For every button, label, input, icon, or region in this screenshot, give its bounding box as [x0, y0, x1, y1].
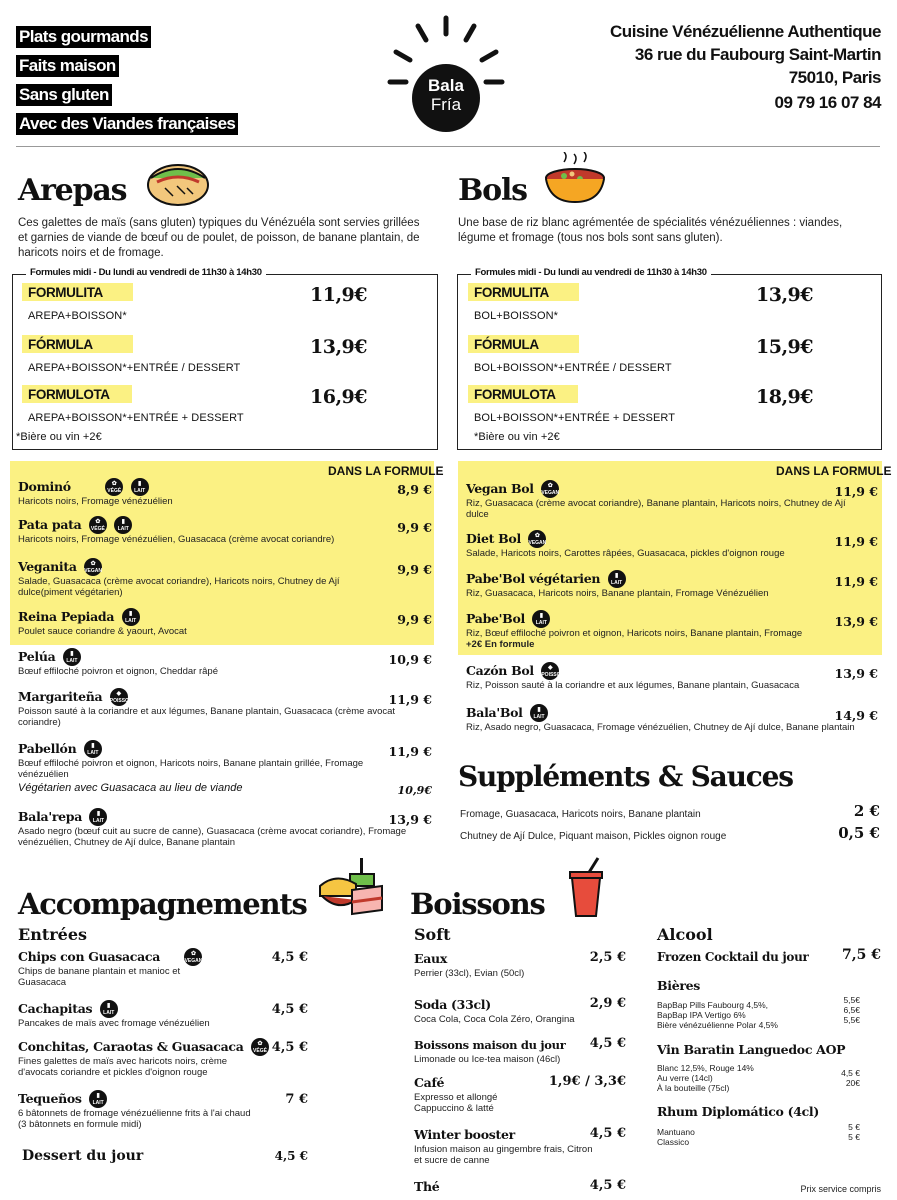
item-name: Pabe'Bol: [466, 611, 525, 627]
item-description: Coca Cola, Coca Cola Zéro, Orangina: [414, 1014, 575, 1025]
biere-name: BapBap IPA Vertigo 6%: [657, 1010, 746, 1020]
vege-icon: ✿ VÉGÉ: [105, 478, 123, 496]
arepas-title: Arepas: [18, 173, 127, 208]
bol-item-pabebol-vegetarien[interactable]: [466, 570, 878, 599]
item-price: 11,9 €: [834, 534, 878, 549]
item-name: Dominó: [18, 479, 71, 495]
item-name: Pabe'Bol végétarien: [466, 571, 601, 587]
bowl-icon: [542, 152, 608, 208]
item-price: 10,9 €: [388, 652, 432, 667]
vin-name: Blanc 12,5%, Rouge 14%: [657, 1063, 754, 1073]
rhum-list: [657, 1122, 860, 1147]
item-name: Cazón Bol: [466, 663, 534, 679]
item-name: Dessert du jour: [22, 1148, 144, 1164]
lait-icon: ▮ LAIT: [530, 704, 548, 722]
arepas-formulas-legend: Formules midi - Du lundi au vendredi de 11h30 à 14h30: [26, 267, 266, 278]
vegan-icon: ✿ VEGAN: [528, 530, 546, 548]
arepa-item-pabellon[interactable]: [18, 740, 432, 797]
address-street: 36 rue du Faubourg Saint-Martin: [634, 45, 881, 64]
item-price: 13,9 €: [834, 666, 878, 681]
item-price: 1,9€ / 3,3€: [548, 1074, 626, 1089]
item-price: 7,5 €: [842, 947, 881, 963]
soft-subtitle: Soft: [414, 925, 451, 944]
item-name: Eaux: [414, 951, 447, 966]
logo: [384, 12, 508, 136]
formula-contents: BOL+BOISSON*+ENTRÉE / DESSERT: [474, 362, 672, 374]
formula-name: FORMULITA: [468, 283, 579, 301]
lait-icon: ▮ LAIT: [532, 610, 550, 628]
supplement-price: 2 €: [853, 802, 880, 820]
arepas-description: Ces galettes de maïs (sans gluten) typiques du Vénézuéla sont servies grillées et garnies de viande de bœuf ou de poulet, de poisson, de banane plantain, de haricots noirs et de fromage.: [18, 217, 420, 259]
formula-name: FÓRMULA: [468, 335, 579, 353]
item-price: 11,9 €: [834, 574, 878, 589]
item-description: Bœuf effiloché poivron et oignon, Haricots noirs, Banane plantain grillée, Fromage vénézuélien: [18, 758, 364, 781]
vegan-icon: ✿ VEGAN: [184, 948, 202, 966]
item-description: Limonade ou Ice-tea maison (46cl): [414, 1054, 561, 1065]
drink-frozen-cocktail[interactable]: [657, 948, 881, 966]
formula-name: FORMULOTA: [22, 385, 132, 403]
item-name: Winter booster: [414, 1127, 515, 1142]
item-price: 9,9 €: [397, 612, 432, 627]
formula-price: 11,9€: [310, 284, 367, 306]
item-description: Haricots noirs, Fromage vénézuélien: [18, 496, 173, 508]
tag-plats-gourmands: Plats gourmands: [16, 26, 151, 48]
item-price: 4,5 €: [271, 1002, 308, 1017]
item-price: 7 €: [285, 1092, 308, 1107]
item-price: 11,9 €: [834, 484, 878, 499]
biere-row: [657, 1015, 860, 1030]
service-note: Prix service compris: [800, 1184, 881, 1194]
item-name: Margariteña: [18, 689, 103, 705]
bieres-list: [657, 995, 860, 1030]
item-formula-surcharge: +2€ En formule: [466, 639, 535, 651]
item-name: Veganita: [18, 559, 77, 575]
bol-item-pabebol[interactable]: [466, 610, 878, 650]
supplement-desc: Chutney de Ají Dulce, Piquant maison, Pickles oignon rouge: [460, 831, 727, 842]
snack-icon: [316, 856, 386, 918]
item-price: 4,5 €: [271, 1040, 308, 1055]
vegan-icon: ✿ VEGAN: [84, 558, 102, 576]
contact-block: [561, 20, 881, 114]
rhum-price: 5 €: [848, 1132, 860, 1142]
item-price: 2,5 €: [589, 950, 626, 965]
supplement-row-1: [460, 804, 880, 822]
item-price: 13,9 €: [388, 812, 432, 827]
cup-icon: [566, 856, 606, 918]
item-name: Soda (33cl): [414, 997, 491, 1012]
item-description: Infusion maison au gingembre frais, Citron et sucre de canne: [414, 1144, 593, 1166]
formula-name: FORMULITA: [22, 283, 133, 301]
phone[interactable]: 09 79 16 07 84: [774, 93, 881, 112]
item-name: Pabellón: [18, 741, 77, 757]
item-name: Cachapitas: [18, 1001, 93, 1017]
drink-cafe[interactable]: [414, 1074, 626, 1114]
rhum-row: [657, 1132, 860, 1147]
arepa-item-balarepa[interactable]: [18, 808, 432, 848]
item-description: Riz, Guasacaca, Haricots noirs, Banane plantain, Fromage Vénézuélien: [466, 588, 769, 600]
supplements-title: Suppléments & Sauces: [458, 760, 793, 793]
item-description: Riz, Poisson sauté à la coriandre et aux légumes, Banane plantain, Guasacaca: [466, 680, 800, 692]
lait-icon: ▮ LAIT: [608, 570, 626, 588]
arepas-formula-note: *Bière ou vin +2€: [16, 431, 102, 443]
formula-contents: BOL+BOISSON*+ENTRÉE + DESSERT: [474, 412, 676, 424]
bol-item-diet-bol[interactable]: [466, 530, 878, 559]
bols-formulas-legend: Formules midi - Du lundi au vendredi de 11h30 à 14h30: [471, 267, 711, 278]
item-description: Poulet sauce coriandre & yaourt, Avocat: [18, 626, 187, 638]
item-name: Café: [414, 1075, 445, 1090]
arepa-item-reina-pepiada[interactable]: [18, 608, 432, 637]
item-price: 4,5 €: [589, 1036, 626, 1051]
lait-icon: ▮ LAIT: [89, 808, 107, 826]
poisson-icon: ◆ POISSON: [541, 662, 559, 680]
biere-name: BapBap Pills Faubourg 4,5%,: [657, 1000, 769, 1010]
arepa-item-pata-pata[interactable]: [18, 516, 432, 545]
item-price: 11,9 €: [388, 744, 432, 759]
item-name: Tequeños: [18, 1091, 82, 1107]
bols-formula-1: [468, 284, 878, 322]
vegetarian-alternative: Végétarien avec Guasacaca au lieu de viande: [18, 782, 243, 795]
item-name: Chips con Guasacaca: [18, 949, 161, 965]
bols-formula-3: [468, 386, 878, 424]
item-name: Diet Bol: [466, 531, 521, 547]
bols-in-formula-label: DANS LA FORMULE: [776, 464, 892, 478]
arepa-item-pelua[interactable]: [18, 648, 432, 677]
arepas-formula-1: [22, 284, 432, 322]
tag-faits-maison: Faits maison: [16, 55, 119, 77]
formula-price: 15,9€: [756, 336, 813, 358]
bols-formula-note: *Bière ou vin +2€: [474, 431, 560, 443]
entrees-subtitle: Entrées: [18, 925, 88, 944]
biere-name: Bière vénézuélienne Polar 4,5%: [657, 1020, 778, 1030]
lait-icon: ▮ LAIT: [89, 1090, 107, 1108]
vegan-icon: ✿ VEGAN: [541, 480, 559, 498]
item-description: Riz, Bœuf effiloché poivron et oignon, Haricots noirs, Banane plantain, Fromage: [466, 628, 803, 640]
bol-item-bala-bol[interactable]: [466, 704, 878, 733]
rhum-subtitle: Rhum Diplomático (4cl): [657, 1104, 819, 1119]
arepa-item-margaritena[interactable]: [18, 688, 432, 728]
item-price: 2,9 €: [589, 996, 626, 1011]
vege-icon: ✿ VÉGÉ: [89, 516, 107, 534]
item-price: 14,9 €: [834, 708, 878, 723]
address-city: 75010, Paris: [788, 68, 881, 87]
sun-icon: [384, 12, 508, 136]
item-price: 4,5 €: [589, 1126, 626, 1141]
boissons-title: Boissons: [410, 887, 545, 921]
item-price: 9,9 €: [397, 562, 432, 577]
rhum-name: Mantuano: [657, 1127, 695, 1137]
formula-contents: AREPA+BOISSON*+ENTRÉE + DESSERT: [28, 412, 244, 424]
vegetarian-alternative-price: 10,9€: [397, 784, 432, 797]
item-name: Bala'repa: [18, 809, 83, 825]
arepas-in-formula-label: DANS LA FORMULE: [328, 464, 444, 478]
header-tags: [16, 26, 238, 135]
item-price: 8,9 €: [397, 482, 432, 497]
formula-contents: AREPA+BOISSON*+ENTRÉE / DESSERT: [28, 362, 241, 374]
supplement-row-2: [460, 826, 880, 844]
bols-description: Une base de riz blanc agrémentée de spécialités vénézuéliennes : viandes, légume et fromage (tous nos bols sont sans gluten).: [458, 217, 843, 244]
item-name: Vegan Bol: [466, 481, 534, 497]
accompagnements-title: Accompagnements: [18, 887, 307, 921]
item-description: 6 bâtonnets de fromage vénézuélienne frits à l'ai chaud (3 bâtonnets en formule midi): [18, 1108, 251, 1131]
logo-line-1: Bala: [428, 76, 464, 95]
lait-icon: ▮ LAIT: [122, 608, 140, 626]
bol-item-vegan-bol[interactable]: [466, 480, 878, 520]
tagline: Cuisine Vénézuélienne Authentique: [610, 22, 881, 41]
logo-line-2: Fría: [430, 95, 462, 114]
item-price: 4,5 €: [274, 1149, 308, 1163]
accompagnement-cachapitas[interactable]: [18, 1000, 308, 1029]
rhum-price: 5 €: [848, 1122, 860, 1132]
accompagnement-tequenos[interactable]: [18, 1090, 308, 1130]
item-name: Bala'Bol: [466, 705, 523, 721]
alcool-subtitle: Alcool: [657, 925, 713, 944]
drink-the[interactable]: [414, 1178, 626, 1196]
rhum-row: [657, 1122, 860, 1137]
vege-icon: ✿ VÉGÉ: [251, 1038, 269, 1056]
vin-subtitle: Vin Baratin Languedoc AOP: [657, 1042, 846, 1057]
item-name: Pata pata: [18, 517, 82, 533]
arepa-item-domino[interactable]: [18, 478, 432, 507]
item-description: Riz, Guasacaca (crème avocat coriandre), Banane plantain, Haricots noirs, Chutney de Ají dulce: [466, 498, 846, 521]
biere-price: 5,5€: [843, 1015, 860, 1025]
arepa-icon: [143, 158, 213, 208]
item-description: Expresso et allongé Cappuccino & latté: [414, 1092, 498, 1114]
item-name: Conchitas, Caraotas & Guasacaca: [18, 1039, 244, 1055]
formula-contents: BOL+BOISSON*: [474, 310, 559, 322]
vin-list: [657, 1058, 860, 1093]
vin-price: 20€: [845, 1078, 860, 1088]
item-description: Haricots noirs, Fromage vénézuélien, Guasacaca (crème avocat coriandre): [18, 534, 335, 546]
drink-soda[interactable]: [414, 996, 626, 1025]
bieres-subtitle: Bières: [657, 978, 701, 993]
lait-icon: ▮ LAIT: [114, 516, 132, 534]
vin-name: Au verre (14cl): [657, 1073, 713, 1083]
item-price: 13,9 €: [834, 614, 878, 629]
item-price: 11,9 €: [388, 692, 432, 707]
tag-viandes-francaises: Avec des Viandes françaises: [16, 113, 238, 135]
vin-row: [657, 1078, 860, 1093]
item-description: Salade, Guasacaca (crème avocat coriandre), Haricots noirs, Chutney de Ají dulce(piment végétarien): [18, 576, 340, 599]
arepas-formula-2: [22, 336, 432, 374]
dessert-du-jour[interactable]: [22, 1147, 308, 1165]
bol-item-cazon-bol[interactable]: [466, 662, 878, 691]
item-name: Thé: [414, 1179, 440, 1194]
item-description: Chips de banane plantain et manioc et Guasacaca: [18, 966, 181, 989]
lait-icon: ▮ LAIT: [63, 648, 81, 666]
supplement-price: 0,5 €: [838, 824, 880, 842]
item-name: Reina Pepiada: [18, 609, 115, 625]
formula-contents: AREPA+BOISSON*: [28, 310, 127, 322]
tag-sans-gluten: Sans gluten: [16, 84, 112, 106]
item-name: Boissons maison du jour: [414, 1038, 566, 1052]
item-description: Fines galettes de maïs avec haricots noirs, crème d'avocats coriandre et pickles d'oignon rouge: [18, 1056, 228, 1079]
item-description: Poisson sauté à la coriandre et aux légumes, Banane plantain, Guasacaca (crème avocat coriandre): [18, 706, 396, 729]
formula-name: FÓRMULA: [22, 335, 133, 353]
item-name: Pelúa: [18, 649, 56, 665]
item-name: Frozen Cocktail du jour: [657, 950, 809, 964]
arepas-formula-3: [22, 386, 432, 424]
item-description: Perrier (33cl), Evian (50cl): [414, 968, 525, 979]
vin-price: 4,5 €: [841, 1068, 860, 1078]
bols-title: Bols: [458, 173, 527, 208]
lait-icon: ▮ LAIT: [100, 1000, 118, 1018]
formula-price: 18,9€: [756, 386, 813, 408]
accompagnement-chips[interactable]: [18, 948, 308, 988]
item-description: Asado negro (bœuf cuit au sucre de canne), Guasacaca (crème avocat coriandre), Fromage vénézuélien, Chutney de Ají dulce, Banane plantain: [18, 826, 407, 849]
item-price: 4,5 €: [271, 950, 308, 965]
drink-eaux[interactable]: [414, 950, 626, 979]
formula-price: 13,9€: [756, 284, 813, 306]
biere-price: 6,5€: [843, 1005, 860, 1015]
biere-price: 5,5€: [843, 995, 860, 1005]
item-description: Pancakes de maïs avec fromage vénézuélien: [18, 1018, 210, 1030]
accompagnement-conchitas[interactable]: [18, 1038, 308, 1078]
header-divider: [16, 146, 880, 147]
formula-name: FORMULOTA: [468, 385, 578, 403]
formula-price: 13,9€: [310, 336, 367, 358]
rhum-name: Classico: [657, 1137, 690, 1147]
item-description: Bœuf effiloché poivron et oignon, Cheddar râpé: [18, 666, 218, 678]
drink-winter-booster[interactable]: [414, 1126, 626, 1166]
bols-formula-2: [468, 336, 878, 374]
formula-price: 16,9€: [310, 386, 367, 408]
lait-icon: ▮ LAIT: [131, 478, 149, 496]
arepa-item-veganita[interactable]: [18, 558, 432, 598]
supplement-desc: Fromage, Guasacaca, Haricots noirs, Banane plantain: [460, 809, 701, 820]
poisson-icon: ◆ POISSON: [110, 688, 128, 706]
item-price: 4,5 €: [589, 1178, 626, 1193]
vin-name: À la bouteille (75cl): [657, 1083, 730, 1093]
drink-boissons-maison[interactable]: [414, 1036, 626, 1065]
lait-icon: ▮ LAIT: [84, 740, 102, 758]
item-description: Salade, Haricots noirs, Carottes râpées, Guasacaca, pickles d'oignon rouge: [466, 548, 785, 560]
item-description: Riz, Asado negro, Guasacaca, Fromage vénézuélien, Chutney de Ají dulce, Banane plantain: [466, 722, 855, 734]
item-price: 9,9 €: [397, 520, 432, 535]
